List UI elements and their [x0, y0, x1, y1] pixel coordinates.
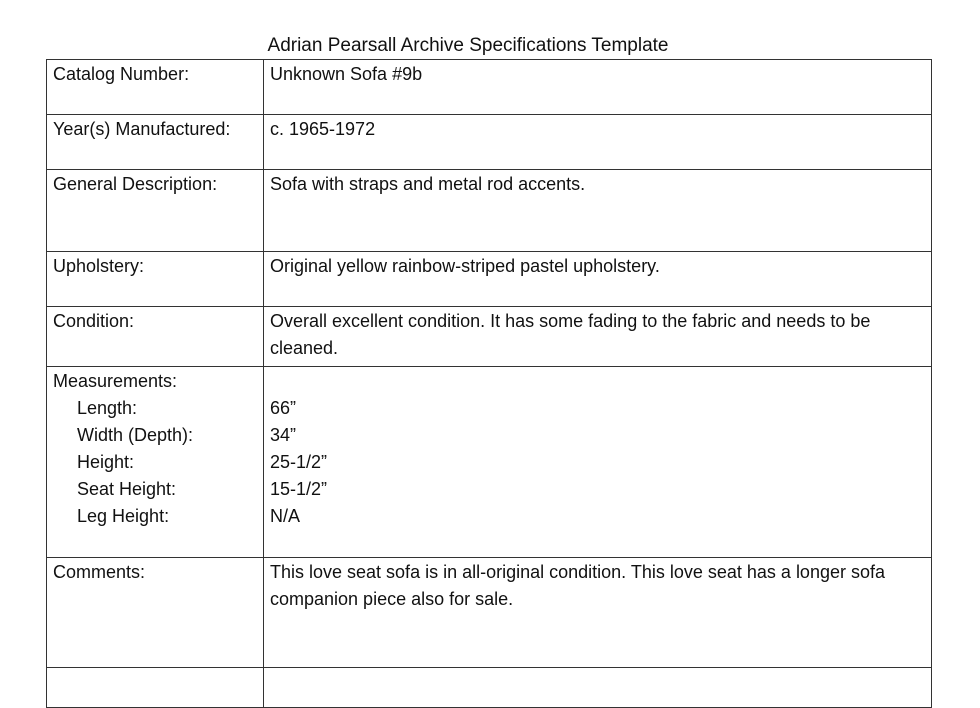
leg-height-value: N/A: [270, 506, 301, 526]
table-row-measurements: [47, 367, 932, 558]
document-title: Adrian Pearsall Archive Specifications Template: [267, 35, 669, 56]
height-label: Height:: [77, 452, 135, 472]
seat-height-label: Seat Height:: [77, 479, 177, 499]
leg-height-label: Leg Height:: [77, 506, 170, 526]
measurements-value-cell: [264, 367, 932, 558]
width-depth-value: 34”: [270, 425, 297, 445]
catalog-number-label: Catalog Number:: [47, 60, 264, 115]
measurements-label-cell: [47, 367, 264, 558]
general-description-value: Sofa with straps and metal rod accents.: [264, 170, 932, 252]
table-row-general-description: [47, 170, 932, 252]
measurements-value-spacer: [270, 368, 926, 395]
table-row-year-manufactured: [47, 115, 932, 170]
table-row-comments: [47, 558, 932, 668]
comments-label: Comments:: [47, 558, 264, 668]
seat-height-value: 15-1/2”: [270, 479, 328, 499]
upholstery-value: Original yellow rainbow-striped pastel upholstery.: [264, 252, 932, 307]
table-row-upholstery: [47, 252, 932, 307]
year-manufactured-value: c. 1965-1972: [264, 115, 932, 170]
general-description-label: General Description:: [47, 170, 264, 252]
table-row-condition: [47, 307, 932, 367]
height-value: 25-1/2”: [270, 452, 328, 472]
year-manufactured-label: Year(s) Manufactured:: [47, 115, 264, 170]
table-row-catalog-number: [47, 60, 932, 115]
upholstery-label: Upholstery:: [47, 252, 264, 307]
specifications-table: [46, 59, 932, 708]
catalog-number-value: Unknown Sofa #9b: [264, 60, 932, 115]
table-row-partial: [47, 668, 932, 708]
condition-label: Condition:: [47, 307, 264, 367]
condition-value: Overall excellent condition. It has some fading to the fabric and needs to be cleaned.: [264, 307, 932, 367]
length-label: Length:: [77, 398, 138, 418]
empty-label-cell: [47, 668, 264, 708]
length-value: 66”: [270, 398, 297, 418]
measurements-label: Measurements:: [53, 371, 178, 391]
width-depth-label: Width (Depth):: [77, 425, 194, 445]
empty-value-cell: [264, 668, 932, 708]
comments-value: This love seat sofa is in all-original condition. This love seat has a longer sofa companion piece also for sale.: [264, 558, 932, 668]
